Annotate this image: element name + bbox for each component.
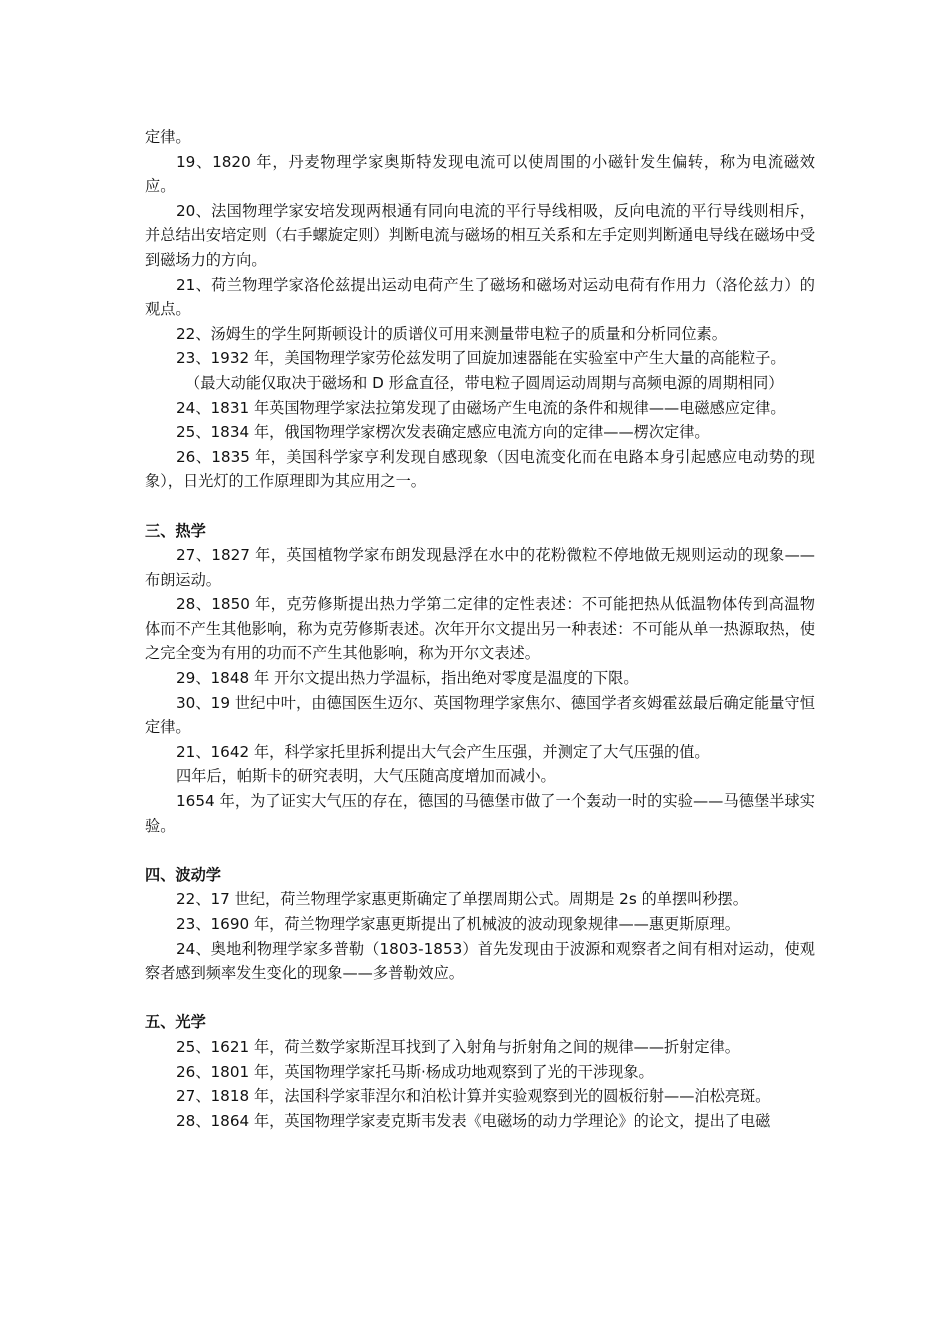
list-item: 28、1864 年，英国物理学家麦克斯韦发表《电磁场的动力学理论》的论文，提出了电磁 [176,1111,771,1130]
list-item: 26、1801 年，英国物理学家托马斯·杨成功地观察到了光的干涉现象。 [176,1062,654,1081]
list-item: 22、17 世纪，荷兰物理学家惠更斯确定了单摆周期公式。周期是 2s 的单摆叫秒摆。 [176,890,748,909]
list-item: 24、1831 年英国物理学家法拉第发现了由磁场产生电流的条件和规律——电磁感应定律。 [176,398,786,417]
list-item: 19、1820 年，丹麦物理学家奥斯特发现电流可以使周围的小磁针发生偏转，称为电流磁效应。 [145,152,815,196]
list-item: 27、1827 年，英国植物学家布朗发现悬浮在水中的花粉微粒不停地做无规则运动的现象——布朗运动。 [145,546,815,589]
list-item: 1654 年，为了证实大气压的存在，德国的马德堡市做了一个轰动一时的实验——马德堡半球实验。 [145,792,815,835]
list-item: 20、法国物理学家安培发现两根通有同向电流的平行导线相吸，反向电流的平行导线则相斥，并总结出安培定则（右手螺旋定则）判断电流与磁场的相互关系和左手定则判断通电导线在磁场中受到磁场力的方向。 [145,201,815,269]
section-heading-optics: 五、光学 [145,1013,206,1032]
section-heading-thermo: 三、热学 [145,521,206,540]
top-fragment: 定律。 [145,128,191,146]
list-item: 23、1690 年，荷兰物理学家惠更斯提出了机械波的波动现象规律——惠更斯原理。 [176,915,740,933]
list-item: 26、1835 年，美国科学家亨利发现自感现象（因电流变化而在电路本身引起感应电动势的现象），日光灯的工作原理即为其应用之一。 [145,447,815,491]
list-item: 25、1621 年，荷兰数学家斯涅耳找到了入射角与折射角之间的规律——折射定律。 [176,1037,740,1056]
list-item: 四年后，帕斯卡的研究表明，大气压随高度增加而减小。 [176,767,556,786]
list-item: 25、1834 年，俄国物理学家楞次发表确定感应电流方向的定律——楞次定律。 [176,423,710,442]
list-item: 24、奥地利物理学家多普勒（1803-1853）首先发现由于波源和观察者之间有相对运动，使观察者感到频率发生变化的现象——多普勒效应。 [145,939,815,983]
list-item: 29、1848 年 开尔文提出热力学温标，指出绝对零度是温度的下限。 [176,669,639,688]
list-item: 27、1818 年，法国科学家菲涅尔和泊松计算并实验观察到光的圆板衍射——泊松亮斑。 [176,1087,771,1106]
list-item: 30、19 世纪中叶，由德国医生迈尔、英国物理学家焦尔、德国学者亥姆霍兹最后确定能量守恒定律。 [145,693,815,737]
list-item: 22、汤姆生的学生阿斯顿设计的质谱仪可用来测量带电粒子的质量和分析同位素。 [176,324,727,343]
document-page [145,125,815,1133]
list-item-note: （最大动能仅取决于磁场和 D 形盒直径，带电粒子圆周运动周期与高频电源的周期相同） [185,373,784,392]
list-item: 21、1642 年，科学家托里拆利提出大气会产生压强，并测定了大气压强的值。 [176,742,710,761]
section-heading-waves: 四、波动学 [145,865,221,884]
list-item: 28、1850 年，克劳修斯提出热力学第二定律的定性表述：不可能把热从低温物体传到高温物体而不产生其他影响，称为克劳修斯表述。次年开尔文提出另一种表述：不可能从单一热源取热，使之完全变为有用的功而不产生其他影响，称为开尔文表述。 [145,595,815,663]
list-item: 23、1932 年，美国物理学家劳伦兹发明了回旋加速器能在实验室中产生大量的高能粒子。 [176,349,786,368]
list-item: 21、荷兰物理学家洛伦兹提出运动电荷产生了磁场和磁场对运动电荷有作用力（洛伦兹力）的观点。 [145,275,815,319]
